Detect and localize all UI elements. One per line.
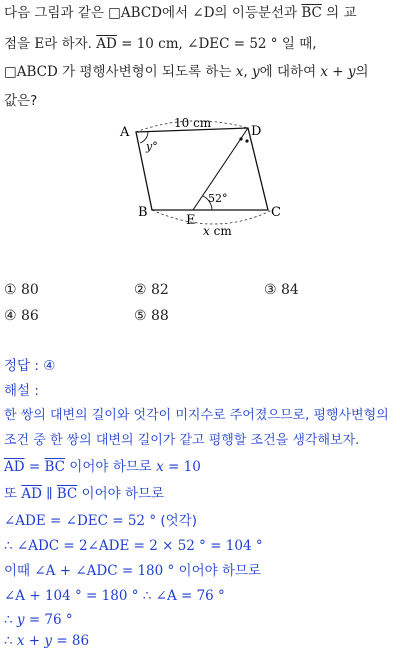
label-e: E	[186, 213, 196, 228]
choice-1[interactable]: ① 80	[4, 282, 39, 298]
problem-line-2: 점을 E라 하자. $\overline{AD} = 10$ cm, ∠DEC = 52 ° 일 때,	[4, 36, 317, 52]
explain-line-8: ∠A + 104 ° = 180 ° ∴ ∠A = 76 °	[4, 588, 225, 604]
explain-line-1: 한 쌍의 대변의 길이와 엇각이 미지수로 주어졌으므로, 평행사변형의	[4, 408, 389, 423]
label-a: A	[120, 125, 130, 140]
answer-label: 정답 : ④	[4, 358, 56, 374]
explain-line-3: $\overline{AD} = \overline{BC}$ 이어야 하므로 x = 10	[4, 459, 201, 475]
parallelogram-figure	[100, 110, 300, 240]
label-b: B	[138, 205, 148, 220]
problem-line-3: □ABCD 가 평행사변형이 되도록 하는 x, y에 대하여 x + y의	[4, 64, 369, 80]
angle-mark-dot-2	[245, 139, 248, 142]
bottom-dimension-arc	[152, 210, 272, 224]
angle-mark-dot-1	[239, 137, 242, 140]
explain-label: 해설 :	[4, 383, 39, 399]
explain-line-7: 이때 ∠A + ∠ADC = 180 ° 이어야 하므로	[4, 563, 262, 579]
label-y-angle: y°	[146, 140, 158, 153]
explain-line-2: 조건 중 한 쌍의 대변의 길이가 같고 평행할 조건을 생각해보자.	[4, 433, 360, 448]
explain-line-9: ∴ y = 76 °	[4, 612, 73, 628]
choice-4[interactable]: ④ 86	[4, 308, 39, 324]
explain-line-5: ∠ADE = ∠DEC = 52 ° (엇각)	[4, 513, 197, 529]
label-10cm: 10 cm	[174, 116, 212, 130]
explain-line-6: ∴ ∠ADC = 2∠ADE = 2 × 52 ° = 104 °	[4, 538, 263, 554]
label-x-cm: x cm	[203, 224, 232, 238]
label-52-angle: 52°	[208, 192, 228, 205]
label-d: D	[251, 124, 262, 139]
problem-line-4: 값은?	[4, 93, 38, 109]
choice-2[interactable]: ② 82	[134, 282, 169, 298]
explain-line-10: ∴ x + y = 86	[4, 633, 90, 649]
choice-3[interactable]: ③ 84	[264, 282, 299, 298]
label-c: C	[271, 205, 281, 220]
explain-line-4: 또 $\overline{AD}$ ∥ $\overline{BC}$ 이어야 하므로	[4, 486, 165, 502]
problem-line-1: 다음 그림과 같은 □ABCD에서 ∠D의 이등분선과 $\overline{BC}$ 의 교	[4, 5, 357, 21]
choice-5[interactable]: ⑤ 88	[134, 308, 169, 324]
